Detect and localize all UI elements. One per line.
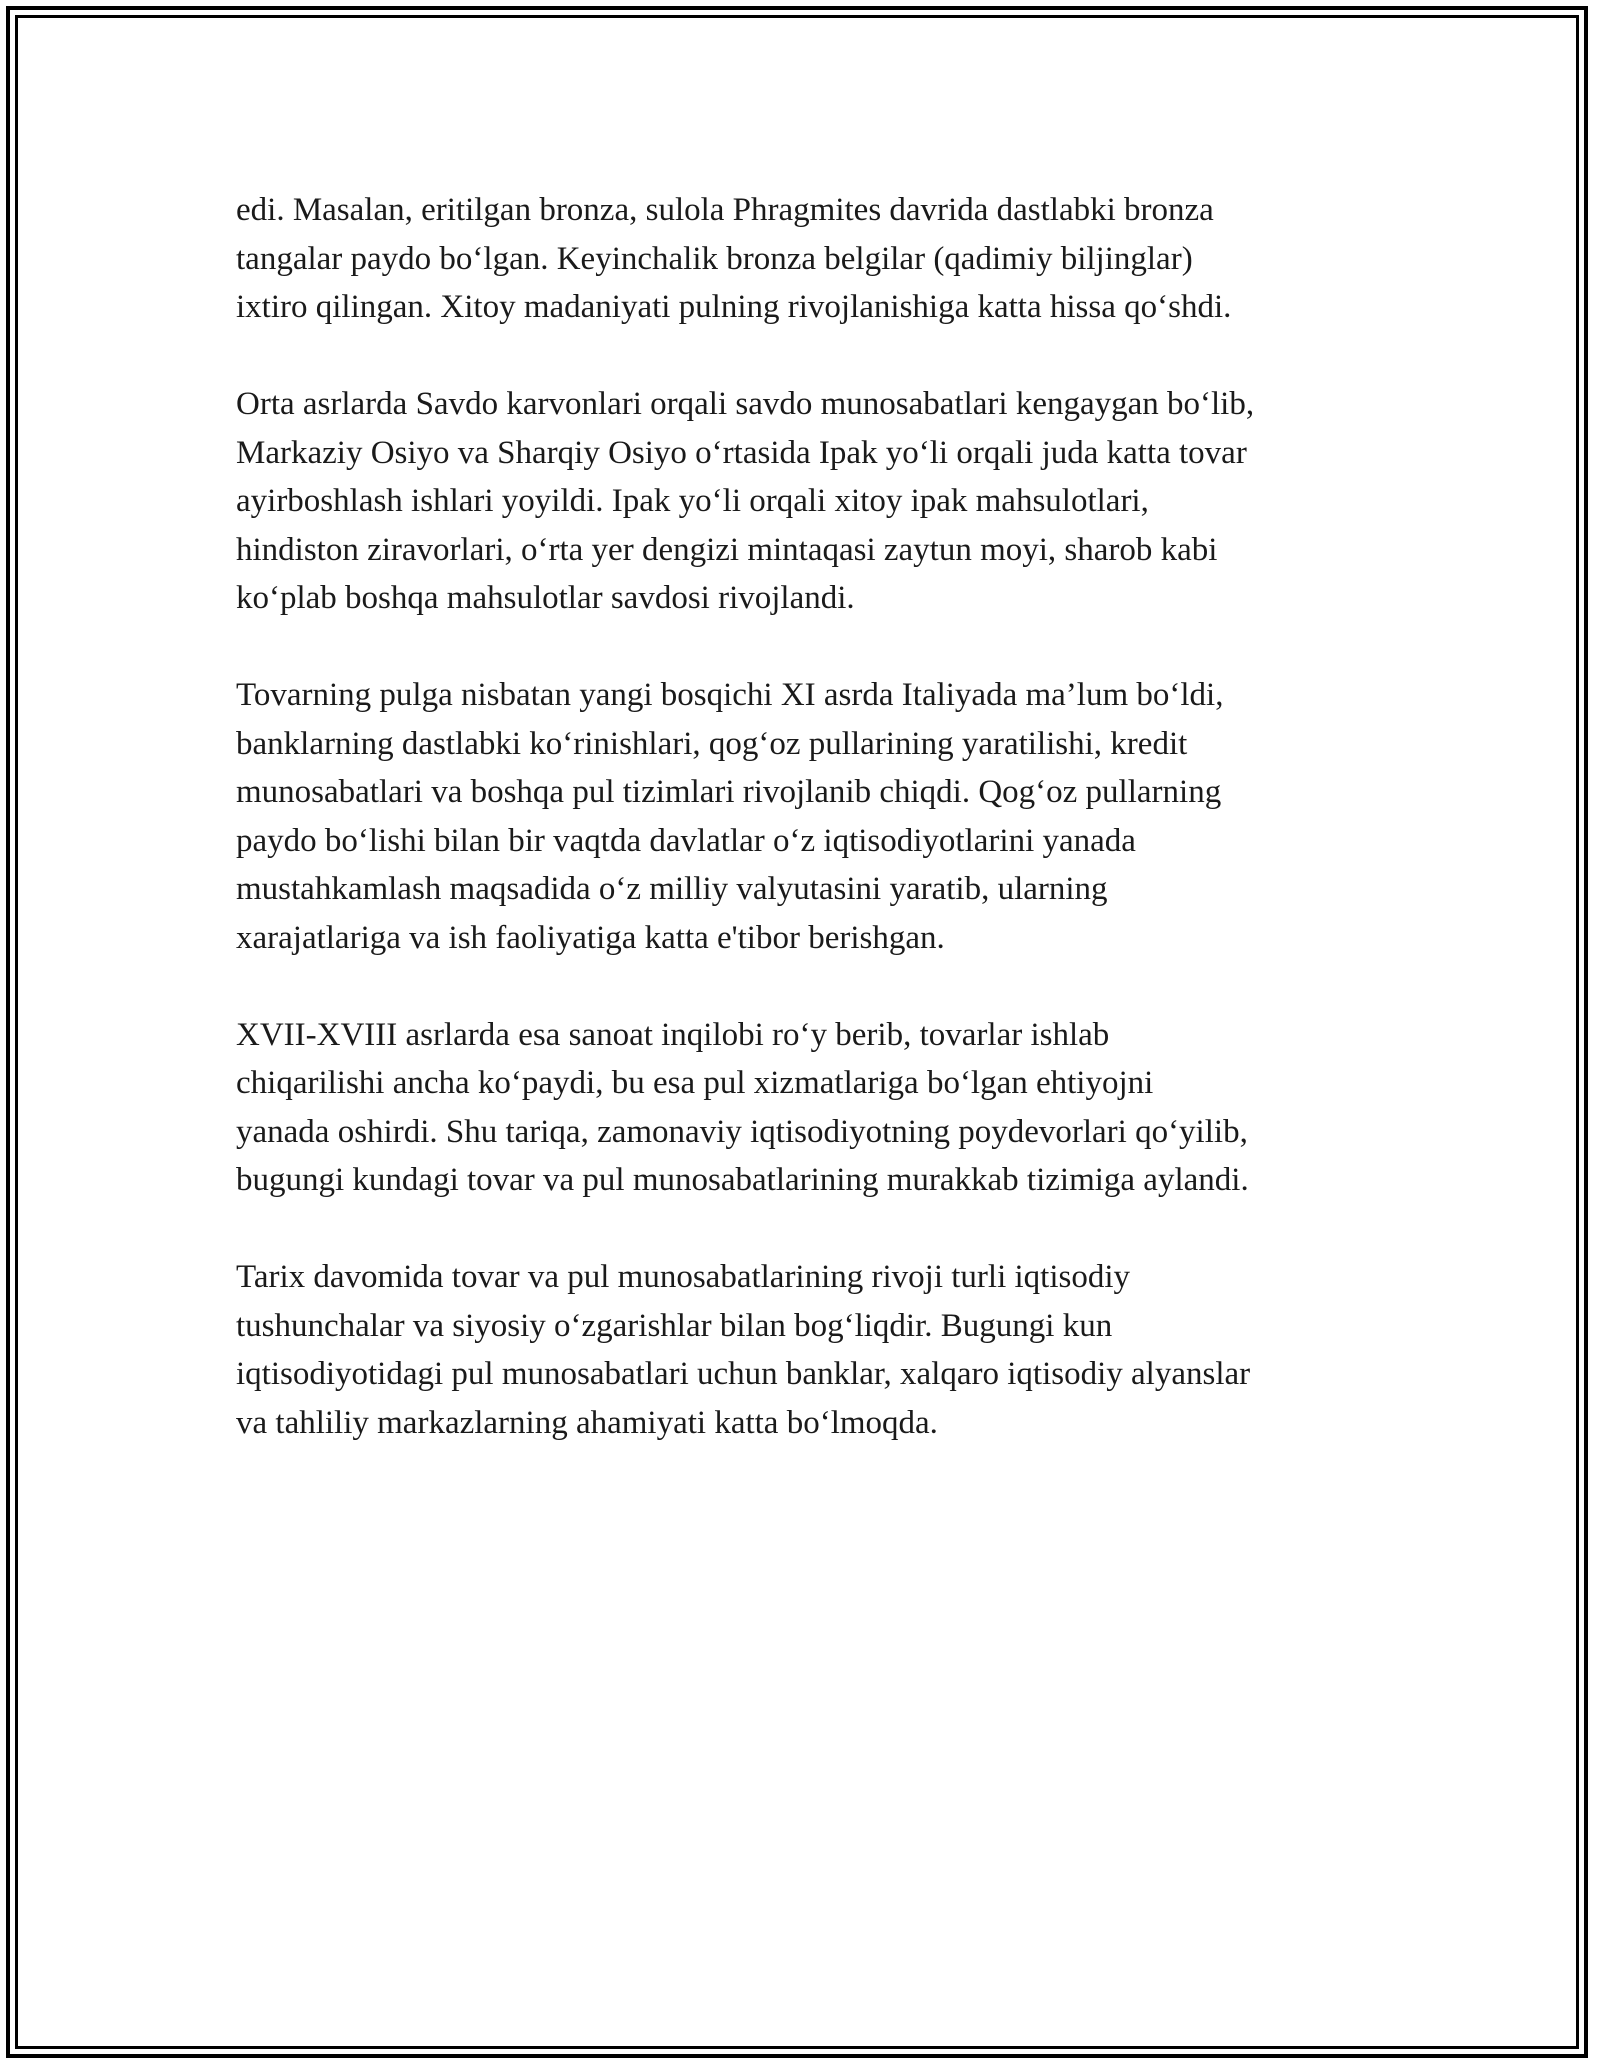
text-line: ayirboshlash ishlari yoyildi. Ipak yo‘li orqali xitoy ipak mahsulotlari,: [236, 483, 1149, 519]
text-line: mustahkamlash maqsadida o‘z milliy valyutasini yaratib, ularning: [236, 871, 1108, 907]
text-line: tushunchalar va siyosiy o‘zgarishlar bilan bog‘liqdir. Bugungi kun: [236, 1307, 1113, 1344]
text-line: yanada oshirdi. Shu tariqa, zamonaviy iqtisodiyotning poydevorlari qo‘yilib,: [236, 1113, 1248, 1150]
paragraph-2: [236, 380, 1386, 623]
text-line: Orta asrlarda Savdo karvonlari orqali savdo munosabatlari kengaygan bo‘lib,: [236, 386, 1255, 422]
paragraph-4: [236, 1011, 1386, 1205]
text-line: ixtiro qilingan. Xitoy madaniyati pulning rivojlanishiga katta hissa qo‘shdi.: [236, 289, 1232, 325]
text-line: paydo bo‘lishi bilan bir vaqtda davlatlar o‘z iqtisodiyotlarini yanada: [236, 822, 1136, 859]
text-line: xarajatlariga va ish faoliyatiga katta e'tibor berishgan.: [236, 919, 945, 956]
text-line: Markaziy Osiyo va Sharqiy Osiyo o‘rtasida Ipak yo‘li orqali juda katta tovar: [236, 434, 1247, 471]
text-line: chiqarilishi ancha ko‘paydi, bu esa pul xizmatlariga bo‘lgan ehtiyojni: [236, 1065, 1154, 1101]
text-line: XVII-XVIII asrlarda esa sanoat inqilobi ro‘y berib, tovarlar ishlab: [236, 1016, 1110, 1053]
text-line: Tovarning pulga nisbatan yangi bosqichi XI asrda Italiyada ma’lum bo‘ldi,: [236, 677, 1224, 713]
text-line: Tarix davomida tovar va pul munosabatlarining rivoji turli iqtisodiy: [236, 1259, 1131, 1295]
text-line: banklarning dastlabki ko‘rinishlari, qog‘oz pullarining yaratilishi, kredit: [236, 725, 1188, 762]
text-line: tangalar paydo bo‘lgan. Keyinchalik bronza belgilar (qadimiy biljinglar): [236, 240, 1193, 277]
paragraph-3: [236, 671, 1386, 962]
text-line: hindiston ziravorlari, o‘rta yer dengizi mintaqasi zaytun moyi, sharob kabi: [236, 531, 1218, 568]
text-line: ko‘plab boshqa mahsulotlar savdosi rivojlandi.: [236, 580, 855, 616]
text-line: va tahliliy markazlarning ahamiyati katta bo‘lmoqda.: [236, 1404, 938, 1441]
paragraph-5: [236, 1253, 1386, 1447]
document-body: [236, 186, 1386, 1496]
text-line: bugungi kundagi tovar va pul munosabatlarining murakkab tizimiga aylandi.: [236, 1162, 1249, 1198]
text-line: edi. Masalan, eritilgan bronza, sulola Phragmites davrida dastlabki bronza: [236, 192, 1214, 228]
paragraph-1: [236, 186, 1386, 332]
text-line: iqtisodiyotidagi pul munosabatlari uchun banklar, xalqaro iqtisodiy alyanslar: [236, 1356, 1251, 1392]
text-line: munosabatlari va boshqa pul tizimlari rivojlanib chiqdi. Qog‘oz pullarning: [236, 774, 1222, 810]
